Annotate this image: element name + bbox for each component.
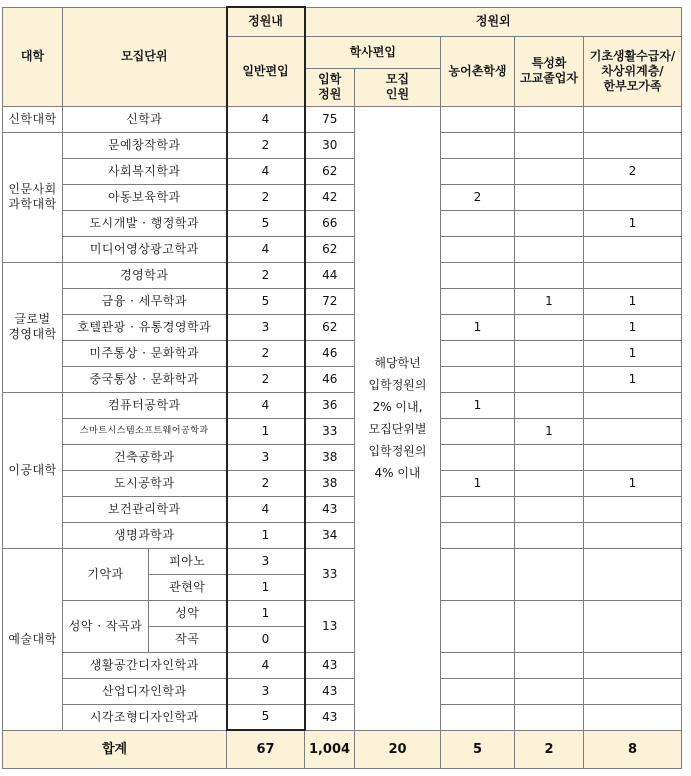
major-name: 성악 — [149, 600, 227, 626]
general-transfer-value: 1 — [227, 600, 305, 626]
rural-value — [441, 652, 515, 678]
college-name: 인문사회 과학대학 — [3, 132, 63, 262]
general-transfer-value: 5 — [227, 210, 305, 236]
basic-living-value — [584, 262, 682, 288]
rural-value — [441, 158, 515, 184]
general-transfer-value: 2 — [227, 340, 305, 366]
dept-name: 신학과 — [63, 106, 227, 132]
dept-name: 호텔관광 · 유통경영학과 — [63, 314, 227, 340]
general-transfer-value: 2 — [227, 470, 305, 496]
basic-living-value: 1 — [584, 288, 682, 314]
enrollment-quota-value: 43 — [305, 652, 355, 678]
enrollment-quota-value: 13 — [305, 600, 355, 652]
enrollment-quota-value: 62 — [305, 314, 355, 340]
basic-living-value — [584, 444, 682, 470]
rural-value: 1 — [441, 314, 515, 340]
special-hs-value: 1 — [515, 418, 584, 444]
general-transfer-value: 3 — [227, 314, 305, 340]
basic-living-value — [584, 600, 682, 652]
basic-living-value — [584, 704, 682, 730]
general-transfer-value: 2 — [227, 132, 305, 158]
special-hs-value — [515, 470, 584, 496]
rural-value — [441, 496, 515, 522]
special-hs-value — [515, 496, 584, 522]
dept-name: 생활공간디자인학과 — [63, 652, 227, 678]
special-hs-value — [515, 548, 584, 600]
rural-value — [441, 444, 515, 470]
enrollment-quota-value: 46 — [305, 340, 355, 366]
rural-value — [441, 340, 515, 366]
header-general-transfer: 일반편입 — [227, 36, 305, 106]
dept-name: 문예창작학과 — [63, 132, 227, 158]
enrollment-quota-value: 72 — [305, 288, 355, 314]
header-in-quota: 정원내 — [227, 7, 305, 36]
enrollment-quota-value: 43 — [305, 496, 355, 522]
header-bachelor-transfer: 학사편입 — [305, 36, 441, 68]
header-special-hs: 특성화 고교졸업자 — [515, 36, 584, 106]
special-hs-value — [515, 132, 584, 158]
header-unit: 모집단위 — [63, 7, 227, 106]
rural-value: 2 — [441, 184, 515, 210]
major-name: 작곡 — [149, 626, 227, 652]
enrollment-quota-value: 42 — [305, 184, 355, 210]
basic-living-value — [584, 106, 682, 132]
general-transfer-value: 4 — [227, 496, 305, 522]
basic-living-value: 1 — [584, 340, 682, 366]
dept-name: 미디어영상광고학과 — [63, 236, 227, 262]
dept-name: 도시개발 · 행정학과 — [63, 210, 227, 236]
special-hs-value — [515, 236, 584, 262]
special-hs-value — [515, 678, 584, 704]
rural-value — [441, 236, 515, 262]
rural-value — [441, 548, 515, 600]
header-recruit-count: 모집 인원 — [355, 68, 441, 106]
basic-living-value — [584, 132, 682, 158]
special-hs-value — [515, 444, 584, 470]
header-rural: 농어촌학생 — [441, 36, 515, 106]
general-transfer-value: 2 — [227, 366, 305, 392]
dept-name: 도시공학과 — [63, 470, 227, 496]
dept-name: 중국통상 · 문화학과 — [63, 366, 227, 392]
college-name: 예술대학 — [3, 548, 63, 730]
rural-value — [441, 704, 515, 730]
basic-living-value: 1 — [584, 470, 682, 496]
enrollment-quota-value: 44 — [305, 262, 355, 288]
header-university: 대학 — [3, 7, 63, 106]
enrollment-quota-value: 62 — [305, 158, 355, 184]
general-transfer-value: 4 — [227, 392, 305, 418]
enrollment-quota-value: 33 — [305, 418, 355, 444]
dept-name: 컴퓨터공학과 — [63, 392, 227, 418]
dept-name: 생명과학과 — [63, 522, 227, 548]
dept-name: 스마트시스템소프트웨어공학과 — [63, 418, 227, 444]
basic-living-value — [584, 652, 682, 678]
total-rural: 5 — [441, 730, 515, 768]
general-transfer-value: 3 — [227, 444, 305, 470]
basic-living-value: 2 — [584, 158, 682, 184]
special-hs-value — [515, 262, 584, 288]
bachelor-recruit-note: 해당학년 입학정원의 2% 이내, 모집단위별 입학정원의 4% 이내 — [355, 106, 441, 730]
basic-living-value: 1 — [584, 366, 682, 392]
special-hs-value — [515, 210, 584, 236]
general-transfer-value: 2 — [227, 184, 305, 210]
rural-value — [441, 522, 515, 548]
dept-name: 아동보육학과 — [63, 184, 227, 210]
general-transfer-value: 1 — [227, 418, 305, 444]
dept-name: 미주통상 · 문화학과 — [63, 340, 227, 366]
dept-name: 금융 · 세무학과 — [63, 288, 227, 314]
dept-name: 보건관리학과 — [63, 496, 227, 522]
basic-living-value — [584, 184, 682, 210]
rural-value — [441, 288, 515, 314]
college-name: 이공대학 — [3, 392, 63, 548]
basic-living-value: 1 — [584, 210, 682, 236]
rural-value — [441, 106, 515, 132]
enrollment-quota-value: 43 — [305, 678, 355, 704]
general-transfer-value: 4 — [227, 158, 305, 184]
special-hs-value — [515, 704, 584, 730]
college-name: 글로벌 경영대학 — [3, 262, 63, 392]
rural-value — [441, 678, 515, 704]
rural-value — [441, 210, 515, 236]
total-special-hs: 2 — [515, 730, 584, 768]
header-out-quota: 정원외 — [305, 7, 682, 36]
admission-table-container — [2, 6, 682, 769]
dept-name: 건축공학과 — [63, 444, 227, 470]
rural-value — [441, 418, 515, 444]
basic-living-value — [584, 522, 682, 548]
enrollment-quota-value: 33 — [305, 548, 355, 600]
enrollment-quota-value: 66 — [305, 210, 355, 236]
basic-living-value — [584, 418, 682, 444]
general-transfer-value: 1 — [227, 522, 305, 548]
basic-living-value — [584, 678, 682, 704]
total-general: 67 — [227, 730, 305, 768]
enrollment-quota-value: 34 — [305, 522, 355, 548]
special-hs-value — [515, 340, 584, 366]
total-label: 합계 — [3, 730, 227, 768]
enrollment-quota-value: 75 — [305, 106, 355, 132]
college-name: 신학대학 — [3, 106, 63, 132]
enrollment-quota-value: 43 — [305, 704, 355, 730]
special-hs-value — [515, 314, 584, 340]
major-name: 관현악 — [149, 574, 227, 600]
enrollment-quota-value: 38 — [305, 470, 355, 496]
header-basic-living: 기초생활수급자/ 차상위계층/ 한부모가족 — [584, 36, 682, 106]
general-transfer-value: 5 — [227, 288, 305, 314]
special-hs-value — [515, 366, 584, 392]
general-transfer-value: 1 — [227, 574, 305, 600]
basic-living-value — [584, 548, 682, 600]
enrollment-quota-value: 36 — [305, 392, 355, 418]
music-dept-name: 기악과 — [63, 548, 149, 600]
basic-living-value — [584, 236, 682, 262]
special-hs-value — [515, 158, 584, 184]
special-hs-value — [515, 652, 584, 678]
general-transfer-value: 4 — [227, 106, 305, 132]
total-enrollment-quota: 1,004 — [305, 730, 355, 768]
enrollment-quota-value: 30 — [305, 132, 355, 158]
rural-value: 1 — [441, 392, 515, 418]
general-transfer-value: 3 — [227, 678, 305, 704]
rural-value — [441, 132, 515, 158]
special-hs-value: 1 — [515, 288, 584, 314]
basic-living-value — [584, 496, 682, 522]
enrollment-quota-value: 62 — [305, 236, 355, 262]
total-recruit: 20 — [355, 730, 441, 768]
special-hs-value — [515, 600, 584, 652]
special-hs-value — [515, 522, 584, 548]
vocal-dept-name: 성악 · 작곡과 — [63, 600, 149, 652]
general-transfer-value: 4 — [227, 652, 305, 678]
basic-living-value — [584, 392, 682, 418]
dept-name: 경영학과 — [63, 262, 227, 288]
dept-name: 사회복지학과 — [63, 158, 227, 184]
rural-value — [441, 366, 515, 392]
general-transfer-value: 5 — [227, 704, 305, 730]
admission-quota-table — [2, 6, 682, 769]
enrollment-quota-value: 38 — [305, 444, 355, 470]
enrollment-quota-value: 46 — [305, 366, 355, 392]
special-hs-value — [515, 184, 584, 210]
general-transfer-value: 4 — [227, 236, 305, 262]
rural-value — [441, 262, 515, 288]
rural-value — [441, 600, 515, 652]
basic-living-value: 1 — [584, 314, 682, 340]
dept-name: 시각조형디자인학과 — [63, 704, 227, 730]
header-enrollment-quota: 입학 정원 — [305, 68, 355, 106]
major-name: 피아노 — [149, 548, 227, 574]
general-transfer-value: 3 — [227, 548, 305, 574]
general-transfer-value: 2 — [227, 262, 305, 288]
total-basic-living: 8 — [584, 730, 682, 768]
rural-value: 1 — [441, 470, 515, 496]
dept-name: 산업디자인학과 — [63, 678, 227, 704]
special-hs-value — [515, 392, 584, 418]
general-transfer-value: 0 — [227, 626, 305, 652]
special-hs-value — [515, 106, 584, 132]
